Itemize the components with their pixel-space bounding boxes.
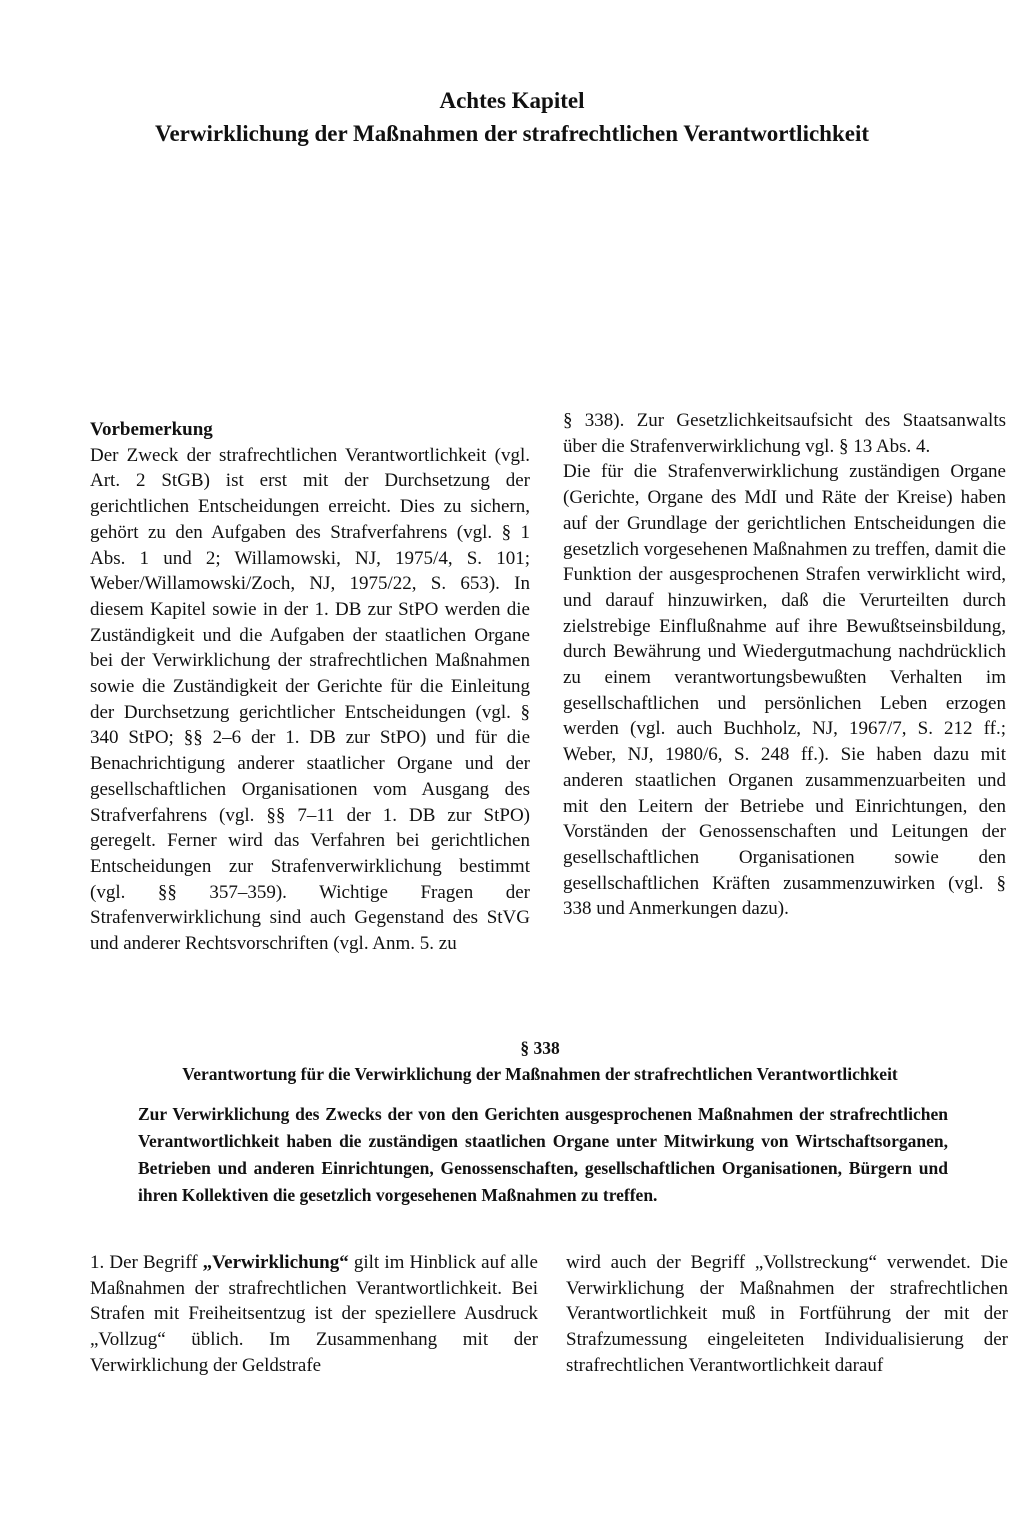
preface-heading: Vorbemerkung xyxy=(90,419,213,440)
commentary-left-column xyxy=(90,1250,538,1379)
section-title: Verantwortung für die Verwirklichung der Maßnahmen der strafrechtlichen Verantwortlichkeit xyxy=(182,1064,898,1084)
preface-left-paragraph: Der Zweck der strafrechtlichen Verantwortlichkeit (vgl. Art. 2 StGB) ist erst mit der Durchsetzung der gerichtlichen Entscheidungen erreicht. Dies zu sichern, gehört zu den Aufgaben des Strafverfahrens (vgl. § 1 Abs. 1 und 2; Willamowski, NJ, 1975/4, S. 101; Weber/Willamowski/Zoch, NJ, 1975/22, S. 653). In diesem Kapitel sowie in der 1. DB zur StPO werden die Zuständigkeit und die Aufgaben der staatlichen Organe bei der Verwirklichung der strafrechtlichen Maßnahmen sowie die Zuständigkeit der Gerichte für die Einleitung der Durchsetzung gerichtlicher Entscheidungen (vgl. § 340 StPO; §§ 2–6 der 1. DB zur StPO) und für die Benachrichtigung anderer staatlicher Organe und der gesellschaftlichen Organisationen vom Ausgang des Strafverfahrens (vgl. §§ 7–11 der 1. DB zur StPO) geregelt. Ferner wird das Verfahren bei gerichtlichen Entscheidungen zur Strafenverwirklichung bestimmt (vgl. §§ 357–359). Wichtige Fragen der Strafenverwirklichung sind auch Gegenstand des StVG und anderer Rechtsvorschriften (vgl. Anm. 5. zu xyxy=(90,444,530,955)
preface-right-paragraph-1: § 338). Zur Gesetzlichkeitsaufsicht des Staatsanwalts über die Strafenverwirklichung vgl. § 13 Abs. 4. xyxy=(563,410,1006,457)
preface-right-paragraph-2: Die für die Strafenverwirklichung zuständigen Organe (Gerichte, Organe des MdI und Räte der Kreise) haben auf der Grundlage der gerichtlichen Entscheidungen die gesetzlich vorgesehenen Maßnahmen zu treffen, damit die Funktion der ausgesprochenen Strafen verwirklicht wird, und darauf hinzuwirken, daß die Verurteilten durch zielstrebige Einflußnahme auf ihre Bewußtseinsbildung, durch Bewährung und Wiedergutmachung nachdrücklich zu einem verantwortungsbewußten Verhalten im gesellschaftlichen und persönlichen Leben erzogen werden (vgl. auch Buchholz, NJ, 1967/7, S. 212 ff.; Weber, NJ, 1980/6, S. 248 ff.). Sie haben dazu mit anderen staatlichen Organen zusammenzuarbeiten und mit den Leitern der Betriebe und Einrichtungen, den Vorständen der Genossenschaften und Leitungen der gesellschaftlichen Organisationen sowie den gesellschaftlichen Kräften zusammenzuwirken (vgl. § 338 und Anmerkungen dazu). xyxy=(563,461,1006,920)
preface-right-column xyxy=(563,408,1006,922)
preface-left-column xyxy=(90,417,530,957)
chapter-heading xyxy=(0,84,1024,150)
chapter-title: Verwirklichung der Maßnahmen der strafrechtlichen Verantwortlichkeit xyxy=(154,121,870,146)
section-number: § 338 xyxy=(520,1038,560,1058)
section-heading xyxy=(100,1035,980,1087)
note-1-term: „Verwirklichung“ xyxy=(202,1252,349,1273)
chapter-number: Achtes Kapitel xyxy=(439,88,585,113)
commentary-right-column xyxy=(566,1250,1008,1379)
note-1-text: gilt im Hinblick auf alle Maßnahmen der strafrechtlichen Verantwortlichkeit. Bei Strafen mit Freiheitsentzug ist der speziellere Ausdruck „Vollzug“ üblich. Im Zusammenhang mit der Verwirklichung der Geldstrafe xyxy=(90,1252,538,1376)
law-text: Zur Verwirklichung des Zwecks der von den Gerichten ausgesprochenen Maßnahmen der strafrechtlichen Verantwortlichkeit haben die zuständigen staatlichen Organe unter Mitwirkung von Wirtschaftsorganen, Betrieben und anderen Einrichtungen, Genossenschaften, gesellschaftlichen Organisationen, Bürgern und ihren Kollektiven die gesetzlich vorgesehenen Maßnahmen zu treffen. xyxy=(138,1104,948,1205)
note-1-prefix: 1. Der Begriff xyxy=(90,1252,203,1273)
commentary-note-1-continued: wird auch der Begriff „Vollstreckung“ verwendet. Die Verwirklichung der Maßnahmen der strafrechtlichen Verantwortlichkeit muß in Fortführung der mit der Strafzumessung eingeleiteten Individualisierung der strafrechtlichen Verantwortlichkeit darauf xyxy=(566,1252,1008,1376)
commentary-note-1 xyxy=(90,1250,538,1379)
